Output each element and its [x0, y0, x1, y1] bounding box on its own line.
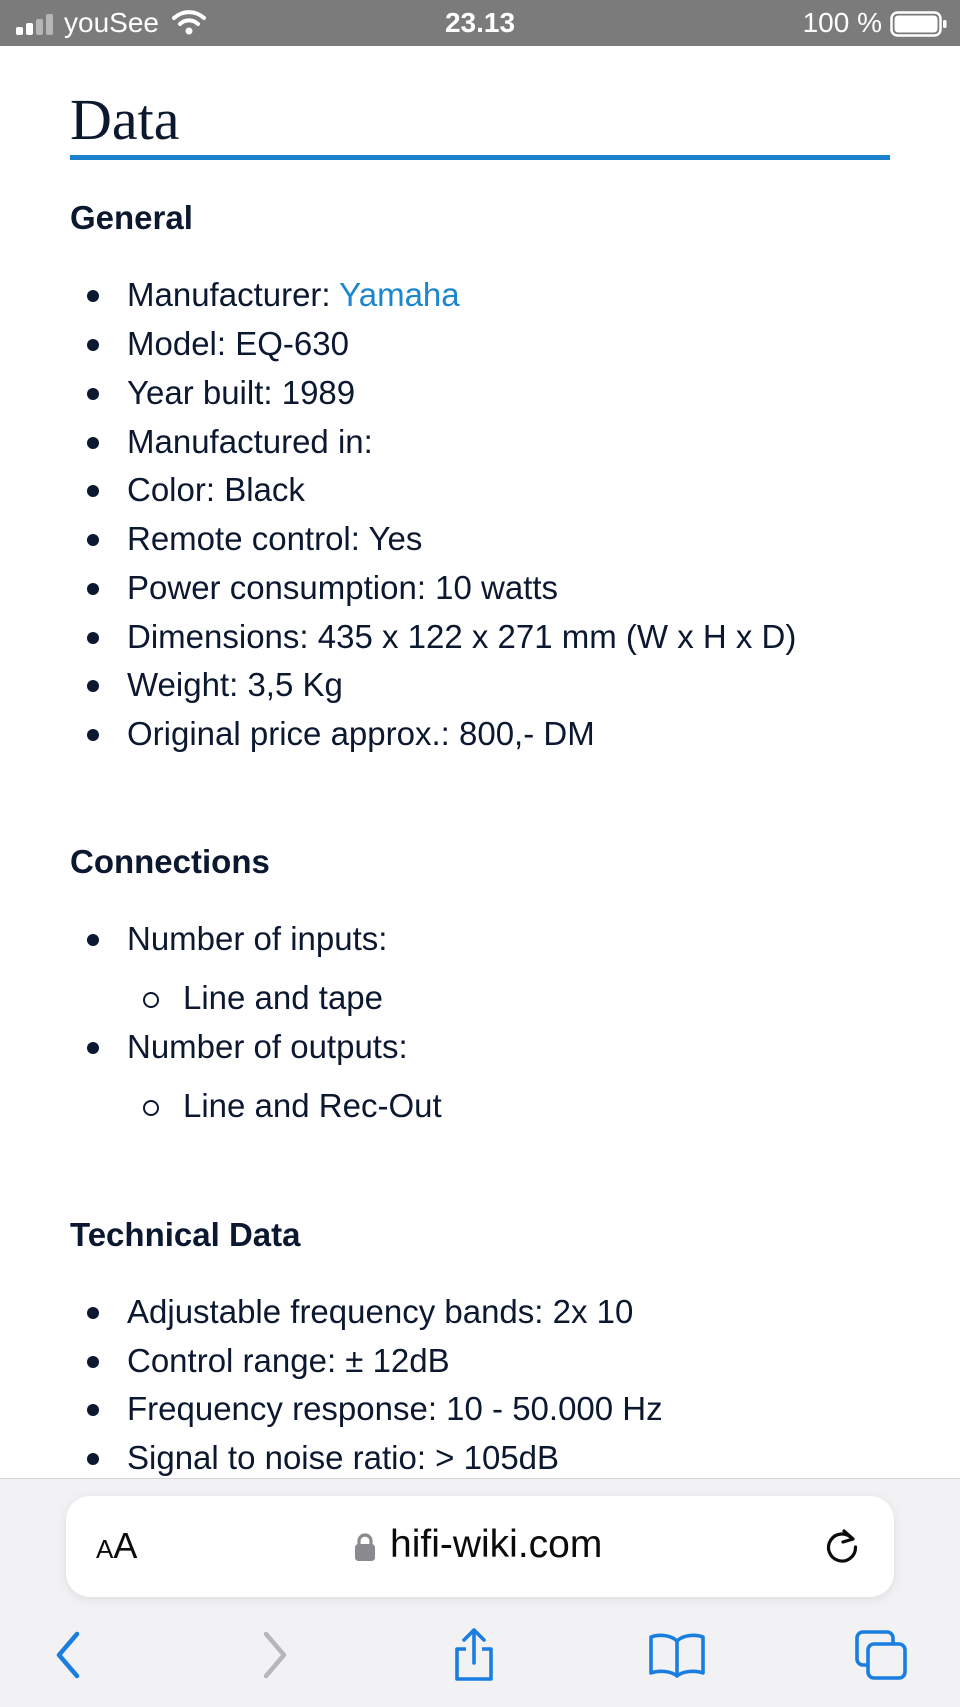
- list-item: Frequency response: 10 - 50.000 Hz: [127, 1390, 663, 1427]
- list-item: Original price approx.: 800,- DM: [127, 715, 595, 752]
- tabs-button[interactable]: [851, 1628, 911, 1682]
- page-title: Data: [70, 87, 180, 152]
- text-size-icon-small: A: [96, 1534, 114, 1564]
- chevron-left-icon: [51, 1630, 85, 1680]
- section-heading-technical-data: Technical Data: [70, 1216, 301, 1253]
- status-time: 23.13: [444, 7, 516, 38]
- manufacturer-link[interactable]: Yamaha: [339, 276, 460, 313]
- list-item: Number of inputs:: [127, 920, 388, 957]
- battery-percentage: 100 %: [802, 7, 882, 38]
- sub-list-item: Line and tape: [183, 979, 384, 1016]
- chevron-right-icon: [258, 1630, 292, 1680]
- list-item: Signal to noise ratio: > 105dB: [127, 1439, 560, 1476]
- list-item: Number of outputs:: [127, 1028, 408, 1065]
- section-heading-general: General: [70, 199, 193, 236]
- list-item: Model: EQ-630: [127, 325, 349, 362]
- forward-button[interactable]: [245, 1628, 305, 1682]
- address-bar[interactable]: [66, 1496, 894, 1597]
- section-heading-connections: Connections: [70, 843, 270, 880]
- bookmarks-button[interactable]: [647, 1628, 707, 1682]
- list-item: Color: Black: [127, 471, 305, 508]
- back-button[interactable]: [38, 1628, 98, 1682]
- list-item: Dimensions: 435 x 122 x 271 mm (W x H x D): [127, 618, 797, 655]
- tabs-icon: [853, 1629, 909, 1681]
- share-icon: [449, 1627, 499, 1683]
- reload-icon[interactable]: [822, 1526, 862, 1566]
- list-item: Adjustable frequency bands: 2x 10: [127, 1293, 634, 1330]
- carrier-name: youSee: [64, 7, 159, 38]
- list-item: Remote control: Yes: [127, 520, 423, 557]
- sub-list-item: Line and Rec-Out: [183, 1087, 442, 1124]
- list-item-label: Manufacturer:: [127, 276, 340, 313]
- list-item: Power consumption: 10 watts: [127, 569, 559, 606]
- text-size-icon-large: A: [113, 1525, 138, 1566]
- list-item: Year built: 1989: [127, 374, 356, 411]
- list-item: Manufactured in:: [127, 423, 373, 460]
- text-size-button[interactable]: [96, 1524, 137, 1571]
- list-item-manufacturer: [127, 275, 460, 315]
- book-icon: [647, 1631, 707, 1679]
- url-text: hifi-wiki.com: [390, 1523, 603, 1566]
- list-item: Weight: 3,5 Kg: [127, 666, 343, 703]
- share-button[interactable]: [444, 1628, 504, 1682]
- status-bar: [0, 0, 960, 46]
- title-divider: [70, 155, 890, 160]
- list-item: Control range: ± 12dB: [127, 1342, 450, 1379]
- battery-icon: [890, 11, 948, 37]
- lock-icon: [353, 1532, 377, 1562]
